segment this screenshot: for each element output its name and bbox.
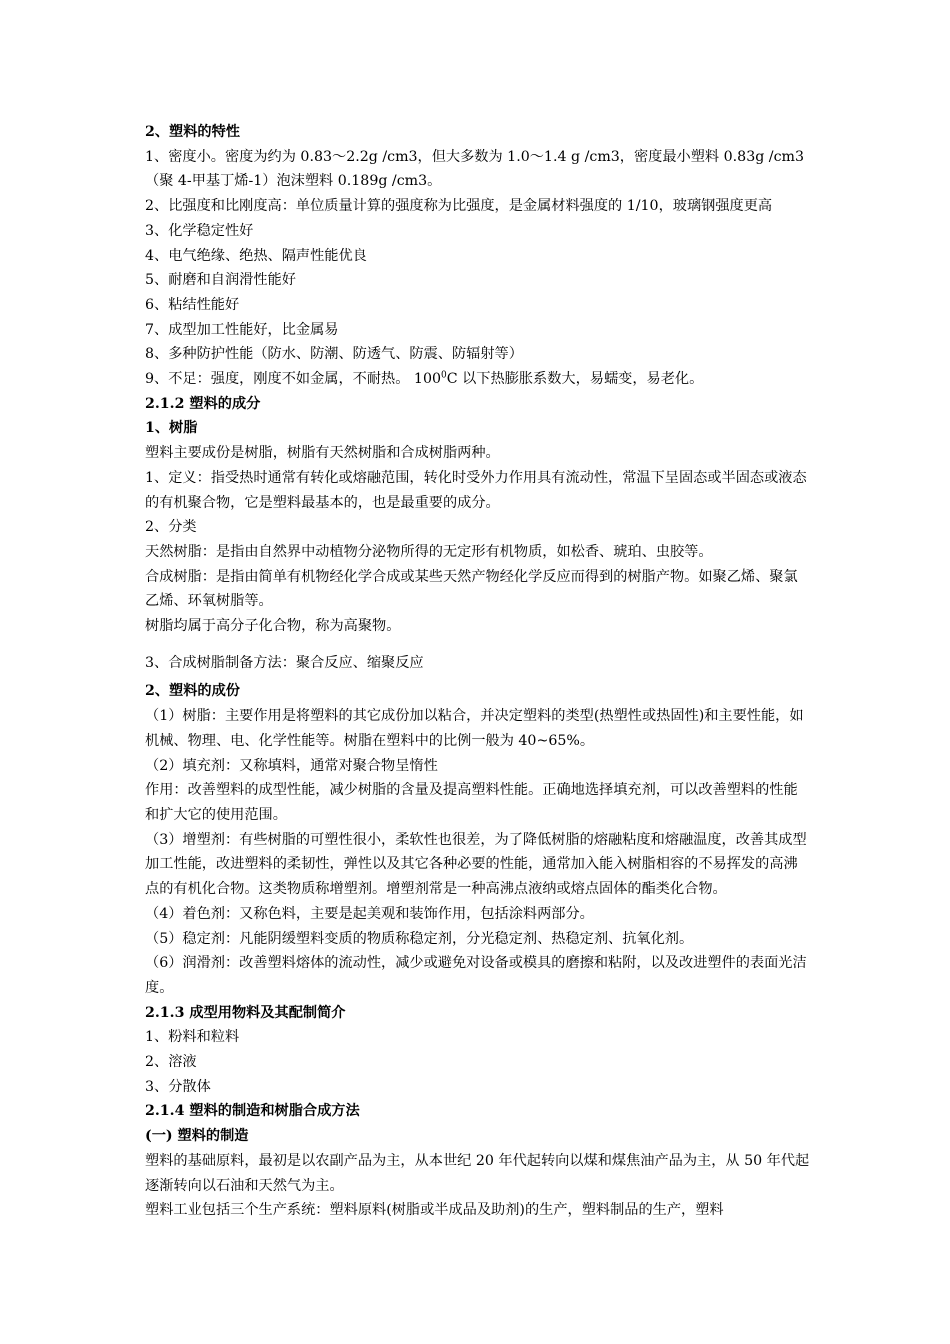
- paragraph: 合成树脂：是指由简单有机物经化学合成或某些天然产物经化学反应而得到的树脂产物。如聚乙烯、聚氯乙烯、环氧树脂等。: [145, 568, 798, 610]
- paragraph: （4）着色剂：又称色料，主要是起美观和装饰作用，包括涂料两部分。: [145, 905, 594, 922]
- paragraph: （3）增塑剂：有些树脂的可塑性很小，柔软性也很差，为了降低树脂的熔融粘度和熔融温度，改善其成型加工性能，改进塑料的柔韧性，弹性以及其它各种必要的性能，通常加入能入树脂相容的不易挥发的高沸点的有机化合物。这类物质称增塑剂。增塑剂常是一种高沸点液纳或熔点固体的酯类化合物。: [145, 831, 807, 898]
- paragraph: 1、定义：指受热时通常有转化或熔融范围，转化时受外力作用具有流动性，常温下呈固态或半固态或液态的有机聚合物，它是塑料最基本的，也是最重要的成分。: [145, 469, 807, 511]
- paragraph: （5）稳定剂：凡能阴缓塑料变质的物质称稳定剂，分光稳定剂、热稳定剂、抗氧化剂。: [145, 930, 694, 947]
- paragraph: 2、溶液: [145, 1054, 197, 1071]
- paragraph-temperature: [145, 367, 810, 392]
- paragraph: 天然树脂：是指由自然界中动植物分泌物所得的无定形有机物质，如松香、琥珀、虫胶等。: [145, 543, 713, 560]
- blank-line: [145, 639, 810, 651]
- paragraph: 5、耐磨和自润滑性能好: [145, 272, 296, 289]
- paragraph: 塑料工业包括三个生产系统：塑料原料(树脂或半成品及助剂)的生产，塑料制品的生产，塑料: [145, 1202, 724, 1219]
- paragraph: 作用：改善塑料的成型性能，减少树脂的含量及提高塑料性能。正确地选择填充剂，可以改善塑料的性能和扩大它的使用范围。: [145, 782, 798, 823]
- document-body: [145, 120, 810, 1223]
- paragraph: 3、合成树脂制备方法：聚合反应、缩聚反应: [145, 654, 424, 671]
- section-heading: 2.1.2 塑料的成分: [145, 395, 261, 412]
- paragraph: 6、粘结性能好: [145, 296, 240, 313]
- subsection-heading: (一) 塑料的制造: [145, 1128, 249, 1145]
- paragraph: 8、多种防护性能（防水、防潮、防透气、防震、防辐射等）: [145, 346, 523, 363]
- section-heading: 2.1.3 成型用物料及其配制简介: [145, 1004, 346, 1021]
- paragraph: （2）填充剂：又称填料，通常对聚合物呈惰性: [145, 757, 438, 774]
- section-heading: 2.1.4 塑料的制造和树脂合成方法: [145, 1103, 360, 1120]
- paragraph: 4、电气绝缘、绝热、隔声性能优良: [145, 247, 367, 264]
- paragraph: 3、分散体: [145, 1078, 211, 1095]
- paragraph: 3、化学稳定性好: [145, 222, 254, 239]
- paragraph: 2、比强度和比刚度高：单位质量计算的强度称为比强度，是金属材料强度的 1/10，玻璃钢强度更高: [145, 198, 773, 215]
- paragraph: （6）润滑剂：改善塑料熔体的流动性，减少或避免对设备或模具的磨擦和粘附，以及改进塑件的表面光洁度。: [145, 955, 807, 996]
- paragraph: 7、成型加工性能好，比金属易: [145, 321, 339, 338]
- paragraph: 树脂均属于高分子化合物，称为高聚物。: [145, 618, 401, 635]
- paragraph: （1）树脂：主要作用是将塑料的其它成份加以粘合，并决定塑料的类型(热塑性或热固性)和主要性能，如机械、物理、电、化学性能等。树脂在塑料中的比例一般为 40~65%。: [145, 708, 804, 749]
- superscript-degree: 0: [441, 370, 447, 381]
- paragraph: 塑料的基础原料，最初是以农副产品为主，从本世纪 20 年代起转向以煤和煤焦油产品为主，从 50 年代起逐渐转向以石油和天然气为主。: [145, 1152, 810, 1194]
- paragraph: 1、密度小。密度为约为 0.83～2.2g /cm3，但大多数为 1.0～1.4 g /cm3，密度最小塑料 0.83g /cm3（聚 4-甲基丁烯-1）泡沫塑料 0.189g /cm3。: [145, 148, 805, 190]
- paragraph: 1、粉料和粒料: [145, 1029, 240, 1046]
- text-run: C 以下热膨胀系数大，易蠕变，易老化。: [446, 371, 704, 388]
- section-heading: 2、塑料的特性: [145, 124, 240, 140]
- section-heading: 2、塑料的成份: [145, 683, 240, 700]
- text-run: 9、不足：强度，刚度不如金属，不耐热。 100: [145, 371, 441, 388]
- subsection-heading: 1、树脂: [145, 420, 198, 437]
- paragraph: 2、分类: [145, 519, 197, 536]
- paragraph: 塑料主要成份是树脂，树脂有天然树脂和合成树脂两种。: [145, 445, 500, 462]
